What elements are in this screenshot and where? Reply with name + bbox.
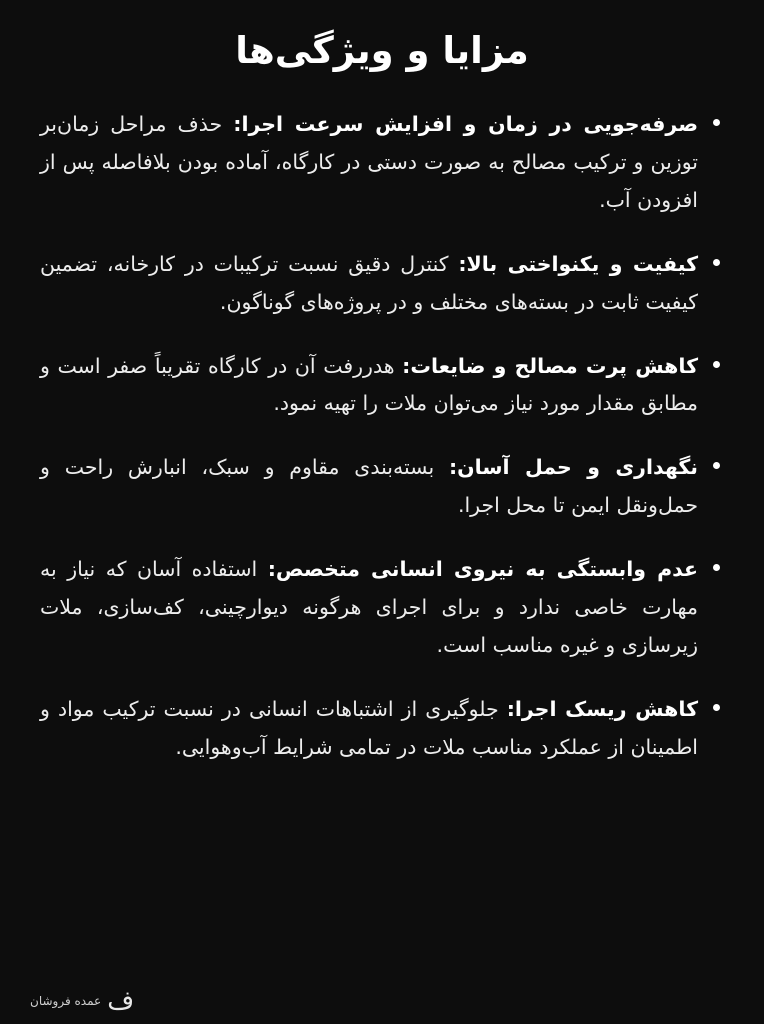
list-item-lead: کاهش پرت مصالح و ضایعات:	[402, 353, 699, 378]
bullet-icon	[713, 462, 720, 469]
benefits-list	[40, 106, 724, 767]
list-item-body: جلوگیری از اشتباهات انسانی در نسبت ترکیب مواد و اطمینان از عملکرد مناسب ملات در تمامی شرایط آب‌وهوایی.	[40, 697, 698, 759]
bullet-icon	[713, 704, 720, 711]
bullet-icon	[713, 119, 720, 126]
bullet-icon	[713, 564, 720, 571]
list-item-lead: کیفیت و یکنواختی بالا:	[458, 251, 698, 276]
watermark-logo-icon: ف	[107, 986, 135, 1016]
list-item-body: استفاده آسان که نیاز به مهارت خاصی ندارد و برای اجرای هرگونه دیوارچینی، کف‌سازی، ملات زیرسازی و غیره مناسب است.	[40, 557, 698, 658]
list-item-lead: صرفه‌جویی در زمان و افزایش سرعت اجرا:	[233, 111, 698, 136]
list-item-body: هدررفت آن در کارگاه تقریباً صفر است و مطابق مقدار مورد نیاز می‌توان ملات را تهیه نمود.	[40, 353, 698, 416]
list-item	[40, 691, 724, 767]
list-item-lead: نگهداری و حمل آسان:	[448, 455, 698, 480]
list-item	[40, 348, 724, 424]
list-item-lead: کاهش ریسک اجرا:	[506, 697, 698, 721]
list-item	[40, 449, 724, 525]
list-item-body: بسته‌بندی مقاوم و سبک، انبارش راحت و حمل‌ونقل ایمن تا محل اجرا.	[40, 455, 698, 518]
list-item-body: کنترل دقیق نسبت ترکیبات در کارخانه، تضمین کیفیت ثابت در بسته‌های مختلف و در پروژه‌های گوناگون.	[40, 251, 698, 314]
list-item	[40, 246, 724, 322]
watermark	[30, 988, 134, 1014]
list-item	[40, 551, 724, 665]
list-item	[40, 106, 724, 220]
bullet-icon	[713, 361, 720, 368]
list-item-lead: عدم وابستگی به نیروی انسانی متخصص:	[267, 557, 698, 582]
list-item-body: حذف مراحل زمان‌بر توزین و ترکیب مصالح به صورت دستی در کارگاه، آماده بودن بلافاصله پس از افزودن آب.	[40, 111, 698, 212]
watermark-label: عمده فروشان	[30, 994, 102, 1008]
page-title: مزایا و ویژگی‌ها	[235, 29, 529, 72]
bullet-icon	[713, 259, 720, 266]
